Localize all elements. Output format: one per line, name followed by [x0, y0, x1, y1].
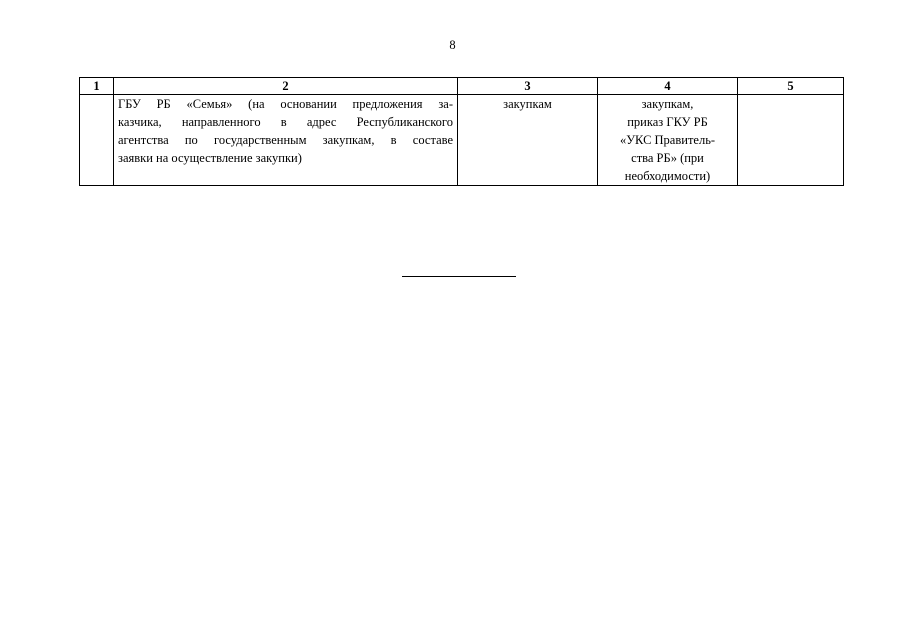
column-header-3: 3	[458, 78, 598, 95]
column-header-4: 4	[598, 78, 738, 95]
end-of-document-rule	[402, 276, 516, 277]
document-table	[79, 77, 844, 186]
column-header-5: 5	[738, 78, 844, 95]
cell-col1	[80, 95, 114, 186]
column-header-2: 2	[114, 78, 458, 95]
page-number: 8	[449, 38, 456, 52]
cell-col4-line: закупкам,	[641, 97, 694, 111]
cell-col2	[114, 95, 458, 186]
table-header-row	[80, 78, 844, 95]
cell-col3: закупкам	[458, 95, 598, 186]
cell-col2-line: казчика, направленного в адрес Республиканского	[118, 115, 453, 129]
cell-col4-line: приказ ГКУ РБ	[627, 115, 708, 129]
cell-col4-line: «УКС Правитель-	[619, 133, 716, 147]
cell-col4	[598, 95, 738, 186]
cell-col2-line: агентства по государственным закупкам, в составе	[118, 133, 453, 147]
column-header-1: 1	[80, 78, 114, 95]
cell-col2-line: заявки на осуществление закупки)	[118, 151, 302, 165]
cell-col4-line: необходимости)	[624, 169, 711, 183]
cell-col5	[738, 95, 844, 186]
table-row	[80, 95, 844, 186]
cell-col2-line: ГБУ РБ «Семья» (на основании предложения за-	[118, 97, 453, 111]
cell-col4-line: ства РБ» (при	[631, 151, 704, 165]
